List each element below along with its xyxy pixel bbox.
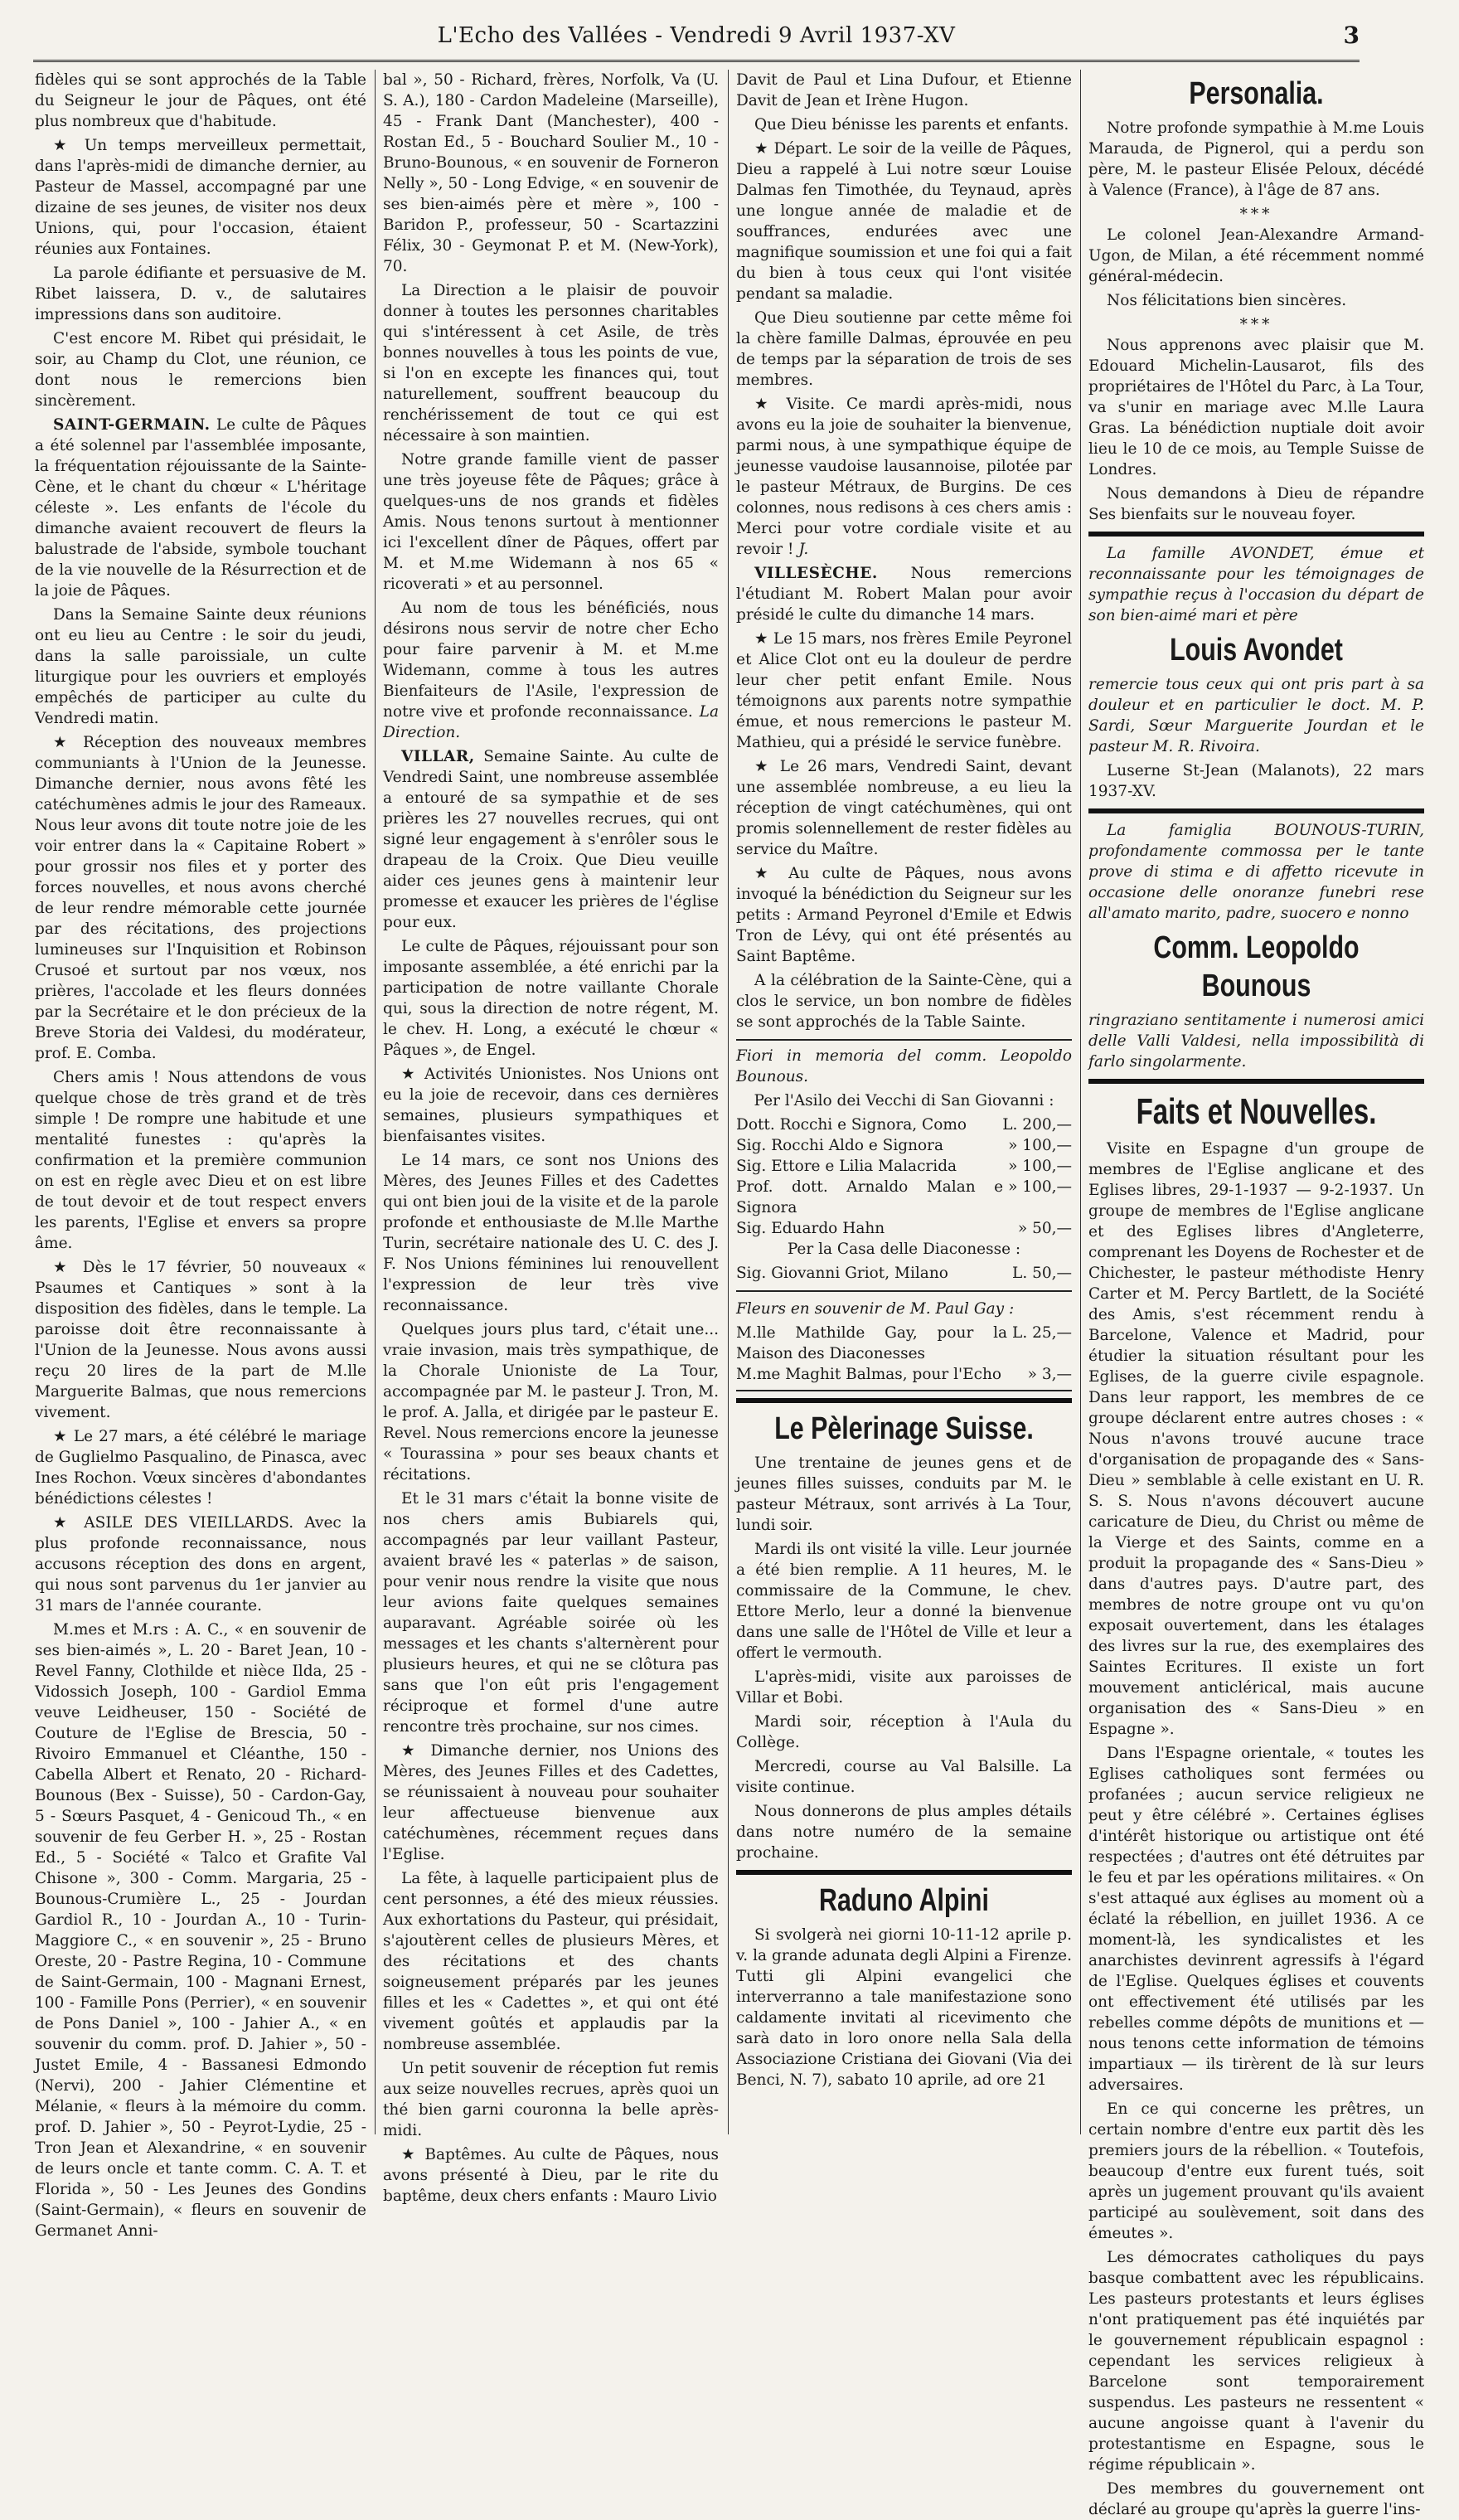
parish-heading: VILLAR,	[401, 748, 475, 765]
column-rule	[1080, 70, 1081, 2134]
section-title: Faits et Nouvelles.	[1136, 1091, 1377, 1132]
paragraph: Mardi soir, réception à l'Aula du Collège.	[736, 1713, 1072, 1751]
paragraph: Que Dieu soutienne par cette même foi la chère famille Dalmas, éprouvée en peu de temps par la séparation de trois de ses membres.	[736, 309, 1072, 389]
donor-amount: L. 50,—	[1012, 1265, 1072, 1282]
notice-text: ringraziano sentitamente i numerosi amici delle Valli Valdesi, nella impossibilità di farlo singolarmente.	[1088, 1012, 1424, 1071]
parish-heading: SAINT-GERMAIN.	[53, 416, 211, 434]
paragraph: Que Dieu bénisse les parents et enfants.	[754, 116, 1069, 134]
paragraph: ★ Baptêmes. Au culte de Pâques, nous avons présenté à Dieu, par le rite du baptême, deux chers enfants : Mauro Livio	[383, 2146, 719, 2205]
donor-amount: » 100,—	[1008, 1137, 1072, 1154]
paragraph: Si svolgerà nei giorni 10-11-12 aprile p. v. la grande adunata degli Alpini a Firenze. Tutti gli Alpini evangelici che interverranno a tale manifestazione sono caldamente invitati al ricevimento che sarà dato in loro onore nella Sala della Associazione Cristiana dei Giovani (Via dei Benci, N. 7), sabato 10 aprile, ad ore 21	[736, 1926, 1072, 2089]
donor-row	[736, 1177, 1072, 1218]
signature: La Direction.	[383, 703, 719, 741]
donor-row	[736, 1323, 1072, 1364]
divider	[1088, 1079, 1424, 1084]
paragraph: ★ Au culte de Pâques, nous avons invoqué la bénédiction du Seigneur sur les petits : Armand Peyronel d'Emile et Edwis Tron de Lévy, qui ont été présentés au Saint Baptême.	[736, 865, 1072, 965]
separator-stars: ***	[1239, 316, 1273, 333]
paragraph: ★ Le 26 mars, Vendredi Saint, devant une assemblée nombreuse, a eu lieu la réception de vingt catéchumènes, qui ont promis solennellement de rester fidèles au service du Maître.	[736, 758, 1072, 858]
donor-name: Dott. Rocchi e Signora, Como	[736, 1116, 967, 1134]
donations-heading: Fleurs en souvenir de M. Paul Gay :	[736, 1300, 1015, 1318]
paragraph: Mercredi, course au Val Balsille. La visite continue.	[736, 1758, 1072, 1796]
column-rule	[728, 70, 729, 2134]
paragraph: Une trentaine de jeunes gens et de jeunes filles suisses, conduits par M. le pasteur Métraux, sont arrivés à La Tour, lundi soir.	[736, 1454, 1072, 1534]
separator-stars: ***	[1239, 206, 1273, 223]
paragraph: Un petit souvenir de réception fut remis aux seize nouvelles recrues, après quoi un thé bien garni couronna la belle après-midi.	[383, 2060, 719, 2139]
donations-subheading: Per l'Asilo dei Vecchi di San Giovanni :	[754, 1092, 1054, 1109]
donor-row	[736, 1263, 1072, 1284]
paragraph: A la célébration de la Sainte-Cène, qui a clos le service, un bon nombre de fidèles se sont approchés de la Table Sainte.	[736, 972, 1072, 1031]
article-title: Raduno Alpini	[819, 1883, 989, 1918]
paragraph: Nos félicitations bien sincères.	[1107, 292, 1347, 309]
donor-amount: » 100,—	[1008, 1158, 1072, 1175]
parish-section	[35, 415, 366, 601]
page-number: 3	[1343, 22, 1360, 49]
paragraph: Les démocrates catholiques du pays basque combattent avec les républicains. Les pasteurs protestants et leurs églises n'ont pratiquement pas été inquiétés par le gouvernement républicain espagnol : cependant les services religieux à Barcelone sont temporairement suspendus. Les pasteurs ne ressentent « aucune angoisse quant à l'avenir du protestantisme en Espagne, sous le régime républicain ».	[1088, 2249, 1424, 2474]
donor-name: Sig. Eduardo Hahn	[736, 1220, 885, 1237]
paragraph: ★ Dimanche dernier, nos Unions des Mères, des Jeunes Filles et des Cadettes, se réunissaient à nouveau pour souhaiter leur affectueuse bienvenue aux catéchumènes, récemment reçues dans l'Eglise.	[383, 1742, 719, 1863]
donor-amount: » 3,—	[1027, 1366, 1072, 1383]
column-2	[383, 70, 719, 2205]
donor-amount: » 50,—	[1017, 1220, 1072, 1237]
donor-name: Sig. Ettore e Lilia Malacrida	[736, 1158, 957, 1175]
article-title: Le Pèlerinage Suisse.	[774, 1411, 1034, 1446]
paragraph: ★ Un temps merveilleux permettait, dans l'après-midi de dimanche dernier, au Pasteur de Massel, accompagné par une dizaine de ses jeunes, de visiter nos deux Unions, qui, pour l'occasion, étaient réunies aux Fontaines.	[35, 137, 366, 258]
paragraph: En ce qui concerne les prêtres, un certain nombre d'entre eux partit dès les premiers jours de la rébellion. « Toutefois, beaucoup d'entre eux furent tués, soit après un jugement prouvant qu'ils avaient participé au soulèvement, soit dans des émeutes ».	[1088, 2100, 1424, 2242]
paragraph	[736, 394, 1072, 560]
paragraph: Nous apprenons avec plaisir que M. Edouard Michelin-Lausarot, fils des propriétaires de l'Hôtel du Parc, à La Tour, va s'unir en mariage avec M.lle Laura Gras. La bénédiction nuptiale doit avoir lieu le 10 de ce mois, au Temple Suisse de Londres.	[1088, 337, 1424, 478]
donor-list: bal », 50 - Richard, frères, Norfolk, Va (U. S. A.), 180 - Cardon Madeleine (Marseille), 45 - Frank Dant (Manchester), 400 - Rostan Ed., 5 - Bouchard Soulier M., 10 - Bruno-Bounous, « en souvenir de Forneron Nelly », 50 - Long Edvige, « en souvenir de ses bien-aimés père et mère », 100 - Baridon P., professeur, 50 - Scartazzini Félix, 30 - Geymonat P. et M. (New-York), 70.	[383, 71, 719, 275]
paragraph: La Direction a le plaisir de pouvoir donner à toutes les personnes charitables qui s'intéressent à cet Asile, de très bonnes nouvelles à tous les points de vue, si l'on en excepte les finances qui, tout naturellement, souffrent beaucoup du renchérissement de tout ce qui est nécessaire à son maintien.	[383, 282, 719, 444]
header-title: L'Echo des Vallées - Vendredi 9 Avril 1937-XV	[437, 23, 956, 48]
divider	[736, 1398, 1072, 1403]
donor-row	[736, 1218, 1072, 1239]
paragraph: Nous donnerons de plus amples détails dans notre numéro de la semaine prochaine.	[736, 1803, 1072, 1862]
paragraph: ★ Activités Unionistes. Nos Unions ont eu la joie de recevoir, dans ces dernières semaines, plusieurs sympathiques et bienfaisantes visites.	[383, 1066, 719, 1145]
paragraph: Le culte de Pâques, réjouissant pour son imposante assemblée, a été enrichi par la participation de notre vaillante Chorale qui, sous la direction de notre régent, M. le chev. H. Long, a exécuté le chœur « Pâques », de Engel.	[383, 938, 719, 1059]
paragraph: C'est encore M. Ribet qui présidait, le soir, au Champ du Clot, une réunion, ce dont nous le remercions bien sincèrement.	[35, 330, 366, 410]
paragraph: Chers amis ! Nous attendons de vous quelque chose de très grand et de très simple ! De rompre une habitude et une mentalité funestes : qu'après la confirmation et la première communion on est en règle avec Dieu et on est libre de tout devoir et de tout respect envers les parents, l'Eglise et envers sa propre âme.	[35, 1069, 366, 1252]
divider	[736, 1290, 1072, 1292]
notice-intro: La famille AVONDET, émue et reconnaissante pour les témoignages de sympathie reçus à l'occasion du départ de son bien-aimé mari et père	[1088, 545, 1424, 624]
donor-row	[736, 1135, 1072, 1156]
donations-subheading: Per la Casa delle Diaconesse :	[787, 1241, 1021, 1258]
paragraph: Le colonel Jean-Alexandre Armand-Ugon, de Milan, a été récemment nommé général-médecin.	[1088, 226, 1424, 285]
paragraph	[383, 598, 719, 743]
divider	[736, 1870, 1072, 1875]
divider	[1088, 808, 1424, 813]
donor-row	[736, 1156, 1072, 1177]
column-rule	[375, 70, 376, 2134]
donor-row	[736, 1364, 1072, 1385]
paragraph: ★ Le 27 mars, a été célébré le mariage de Guglielmo Pasqualino, de Pinasca, avec Ines Rochon. Vœux sincères d'abondantes bénédictions célestes !	[35, 1428, 366, 1508]
paragraph: La parole édifiante et persuasive de M. Ribet laissera, D. v., de salutaires impressions dans son auditoire.	[35, 265, 366, 323]
paragraph: Dans l'Espagne orientale, « toutes les Eglises catholiques sont fermées ou profanées ; aucun service religieux ne peut y être célébré ». Certaines églises d'intérêt historique ou artistique ont été respectées ; d'autres ont été détruites par le feu et par les opérations militaires. « On s'est attaqué aux églises au moment où a éclaté la rébellion, en juillet 1936. A ce moment-là, les syndicalistes et les anarchistes devinrent agressifs à l'égard de l'Eglise. Quelques églises et couvents ont effectivement été utilisés par les rebelles comme dépôts de munitions et — nous tenons cette information de témoins impartiaux — ils tirèrent de là sur leurs adversaires.	[1088, 1745, 1424, 2094]
paragraph: Mardi ils ont visité la ville. Leur journée a été bien remplie. A 11 heures, M. le commissaire de la Commune, le chev. Ettore Merlo, leur a donné la bienvenue dans une salle de l'Hôtel de Ville et leur a offert le vermouth.	[736, 1541, 1072, 1662]
parish-text: Semaine Sainte. Au culte de Vendredi Saint, une nombreuse assemblée a entouré de sa sympathie et de ses prières les 27 nouvelles recrues, qui ont signé leur engagement à s'enrôler sous le drapeau de la Croix. Que Dieu veuille aider ces jeunes gens à maintenir leur promesse et exaucer les prières de l'église pour eux.	[383, 748, 719, 931]
donor-name: Sig. Giovanni Griot, Milano	[736, 1265, 948, 1282]
paragraph: L'après-midi, visite aux paroisses de Villar et Bobi.	[736, 1668, 1072, 1707]
donations-box	[736, 1039, 1072, 1391]
parish-section	[383, 746, 719, 933]
donor-amount: » 100,—	[1008, 1178, 1072, 1196]
paragraph: Notre grande famille vient de passer une très joyeuse fête de Pâques; grâce à quelques-uns de nos grands et fidèles Amis. Nous tenons surtout à mentionner ici l'excellent dîner de Pâques, offert par M. et M.me Widemann à nos 65 « ricoverati » et au personnel.	[383, 451, 719, 593]
paragraph: Dans la Semaine Sainte deux réunions ont eu lieu au Centre : le soir du jeudi, dans la salle paroissiale, un culte liturgique pour les ouvriers et employés empêchés de participer au culte du Vendredi matin.	[35, 606, 366, 727]
paragraph: ★ ASILE DES VIEILLARDS. Avec la plus profonde reconnaissance, nous accusons réception des dons en argent, qui nous sont parvenus du 1er janvier au 31 mars de l'année courante.	[35, 1514, 366, 1614]
column-1	[35, 70, 366, 2240]
paragraph: Nous demandons à Dieu de répandre Ses bienfaits sur le nouveau foyer.	[1088, 485, 1424, 523]
donor-name: Prof. dott. Arnaldo Malan e Signora	[736, 1178, 1004, 1216]
donor-table	[736, 1263, 1072, 1284]
parish-text: Le culte de Pâques a été solennel par l'assemblée imposante, la fréquentation réjouissante de la Sainte-Cène, et le chant du chœur « L'héritage céleste ». Les enfants de l'école du dimanche avaient recouvert de fleurs la balustrade de l'abside, symbole touchant de la vie nouvelle de la Résurrection et de la joie de Pâques.	[35, 416, 366, 600]
notice-intro: La famiglia BOUNOUS-TURIN, profondamente commossa per le tante prove di stima e di affetto ricevute in occasione delle onoranze funebri rese all'amato marito, padre, suocero e nonno	[1088, 822, 1424, 922]
paragraph: ★ Départ. Le soir de la veille de Pâques, Dieu a rappelé à Lui notre sœur Louise Dalmas fen Timothée, du Teynaud, après une longue année de maladie et de souffrances, endurées avec une magnifique soumission et une foi qui a fait du bien à tous ceux qui l'ont visitée pendant sa maladie.	[736, 140, 1072, 303]
signature: J.	[798, 541, 809, 558]
donor-table	[736, 1323, 1072, 1385]
column-3	[736, 70, 1072, 2134]
paragraph: Le 14 mars, ce sont nos Unions des Mères, des Jeunes Filles et des Cadettes qui ont bien joui de la visite et de la parole profonde et enthousiaste de M.lle Marthe Turin, secrétaire nationale des U. C. des J. F. Nos Unions féminines lui renouvellent l'expression de leur très vive reconnaissance.	[383, 1152, 719, 1314]
paragraph-text: Au nom de tous les bénéficiés, nous désirons nous servir de notre cher Echo pour faire parvenir à M. et M.me Widemann, comme à tous les autres Bienfaiteurs de l'Asile, l'expression de notre vive et profonde reconnaissance.	[383, 600, 719, 721]
paragraph-text: ★ Visite. Ce mardi après-midi, nous avons eu la joie de souhaiter la bienvenue, parmi nous, à une sympathique équipe de jeunesse vaudoise lausannoise, pilotée par le pasteur Métraux, de Burgins. De ces colonnes, nous redisons à ces chers amis : Merci pour votre cordiale visite et au revoir !	[736, 396, 1072, 558]
paragraph: ★ Dès le 17 février, 50 nouveaux « Psaumes et Cantiques » sont à la disposition des fidèles, dans le temple. La paroisse doit être reconnaissante à l'Union de la Jeunesse. Nous avons aussi reçu 20 lires de la part de M.lle Marguerite Balmas, que nous remercions vivement.	[35, 1259, 366, 1421]
parish-heading: VILLESÈCHE.	[754, 565, 878, 582]
page-header	[33, 17, 1360, 62]
donations-heading: Fiori in memoria del comm. Leopoldo Bounous.	[736, 1047, 1072, 1085]
donor-amount: L. 25,—	[1012, 1324, 1072, 1342]
donor-list: M.mes et M.rs : A. C., « en souvenir de ses bien-aimés », L. 20 - Baret Jean, 10 - Revel Fanny, Clothilde et nièce Ilda, 25 - Vidossich Joseph, 100 - Gardiol Emma veuve Leidheuser, 150 - Société de Couture de l'Eglise de Brescia, 50 - Rivoiro Emmanuel et Cléanthe, 150 - Cabella Albert et Renato, 20 - Richard-Bounous (Bex - Suisse), 50 - Cardon-Gay, 5 - Sœurs Pasquet, 4 - Genicoud Th., « en souvenir de feu Gerber H. », 25 - Rostan Ed., 5 - Société « Talco et Grafite Val Chisone », 300 - Comm. Margaria, 25 - Bounous-Crumière L., 25 - Jourdan Gardiol R., 10 - Jourdan A., 10 - Turin-Maggiore C., « en souvenir », 25 - Bruno Oreste, 20 - Pastre Regina, 10 - Commune de Saint-Germain, 100 - Magnani Ernest, 100 - Famille Pons (Perrier), « en souvenir de Pons Daniel », 100 - Jahier A., « en souvenir du comm. prof. D. Jahier », 50 - Justet Emile, 4 - Bassanesi Edmondo (Nervi), 200 - Jahier Clémentine et Mélanie, « fleurs à la mémoire du comm. prof. D. Jahier », 50 - Peyrot-Lydie, 25 - Tron Jean et Alexandrine, « en souvenir de leurs oncle et tante comm. C. A. T. et Florida », 50 - Les Jeunes des Gondins (Saint-Germain), « fleurs en souvenir de Germanet Anni-	[35, 1621, 366, 2240]
column-4	[1088, 70, 1424, 2518]
notice-name: Louis Avondet	[1170, 633, 1343, 668]
donor-amount: L. 200,—	[1002, 1116, 1072, 1134]
donor-name: Sig. Rocchi Aldo e Signora	[736, 1137, 944, 1154]
parish-text: Nous remercions l'étudiant M. Robert Malan pour avoir présidé le culte du dimanche 14 mars.	[736, 565, 1072, 624]
paragraph: Des membres du gouvernement ont déclaré au groupe qu'après la guerre l'ins-	[1088, 2480, 1424, 2518]
section-title: Personalia.	[1189, 76, 1324, 111]
notice-place: Luserne St-Jean (Malanots), 22 mars 1937-XV.	[1088, 762, 1424, 800]
notice-name: Comm. Leopoldo Bounous	[1153, 930, 1360, 1003]
donor-table	[736, 1114, 1072, 1239]
paragraph: fidèles qui se sont approchés de la Table du Seigneur le jour de Pâques, ont été plus nombreux que d'habitude.	[35, 71, 366, 130]
paragraph: Visite en Espagne d'un groupe de membres de l'Eglise anglicane et des Eglises libres, 29-1-1937 — 9-2-1937. Un groupe de membres de l'Eglise anglicane et des Eglises libres d'Angleterre, comprenant les Doyens de Rochester et de Chichester, le pasteur méthodiste Henry Carter et M. Percy Bartlett, de la Société des Amis, s'est récemment rendu à Barcelone, Valence et Madrid, pour étudier la situation résultant pour les Eglises, de la guerre civile espagnole. Dans leur rapport, les membres de ce groupe déclarent entre autres choses : « Nous n'avons trouvé aucune trace d'organisation de propagande des « Sans-Dieu » semblable à celle existant en U. R. S. S. Nous n'avons découvert aucune caricature de Dieu, du Christ ou même de la Vierge et des Saints, comme en a produit la propagande des « Sans-Dieu » dans d'autres pays. D'autre part, des membres de notre groupe ont vu qu'on exposait ouvertement, dans les étalages des livres sur la rue, des exemplaires des Saintes Ecritures. Il existe un fort mouvement anticlérical, mais aucune organisation des « Sans-Dieu » en Espagne ».	[1088, 1140, 1424, 1738]
paragraph: Notre profonde sympathie à M.me Louis Marauda, de Pignerol, qui a perdu son père, M. le pasteur Elisée Peloux, décédé à Valence (France), à l'âge de 87 ans.	[1088, 119, 1424, 199]
paragraph: La fête, à laquelle participaient plus de cent personnes, a été des mieux réussies. Aux exhortations du Pasteur, qui présidait, s'ajoutèrent celles de plusieurs Mères, et des récitations et des chants soigneusement préparés par les jeunes filles et les « Cadettes », et qui ont été vivement goûtés et applaudis par la nombreuse assemblée.	[383, 1870, 719, 2053]
donor-name: M.lle Mathilde Gay, pour la Maison des Diaconesses	[736, 1324, 1008, 1362]
paragraph: Quelques jours plus tard, c'était une... vraie invasion, mais très sympathique, de la Chorale Unioniste de La Tour, accompagnée par M. le pasteur J. Tron, M. le prof. A. Jalla, et dirigée par le pasteur E. Revel. Nous remercions encore la jeunesse « Tourassina » pour ses beaux chants et récitations.	[383, 1321, 719, 1483]
paragraph: ★ Le 15 mars, nos frères Emile Peyronel et Alice Clot ont eu la douleur de perdre leur cher petit enfant Emile. Nous témoignons aux parents notre sympathie émue, et nous remercions le pasteur M. Mathieu, qui a présidé le service funèbre.	[736, 630, 1072, 751]
paragraph: ★ Réception des nouveaux membres communiants à l'Union de la Jeunesse. Dimanche dernier, nous avons fêté les catéchumènes admis le jour des Rameaux. Nous leur avons dit toute notre joie de les voir entrer dans la « Capitaine Robert » pour grossir nos files et y porter des forces nouvelles, et nous avons cherché de leur rendre mémorable cette journée par des récitations, des projections lumineuses sur l'Inquisition et Robinson Crusoé et surtout par nos vœux, nos prières, l'accolade et les fleurs données par la Secrétaire et le don précieux de la Breve Storia dei Valdesi, du modérateur, prof. E. Comba.	[35, 734, 366, 1062]
parish-section	[736, 563, 1072, 625]
divider	[1088, 532, 1424, 537]
donor-row	[736, 1114, 1072, 1135]
paragraph: Et le 31 mars c'était la bonne visite de nos chers amis Bubiarels qui, accompagnés par leur vaillant Pasteur, avaient bravé les « paterlas » de saison, pour venir nous rendre la visite que nous leur avions faite quelques semaines auparavant. Agréable soirée où les messages et les chants s'alternèrent pour plusieurs heures, et qui ne se clôtura pas sans que l'on eût pris l'engagement réciproque et formel d'une autre rencontre très prochaine, sur nos cimes.	[383, 1490, 719, 1736]
notice-text: remercie tous ceux qui ont pris part à sa douleur et en particulier le doct. M. P. Sardi, Sœur Marguerite Jourdan et le pasteur M. R. Rivoira.	[1088, 676, 1424, 755]
paragraph: Davit de Paul et Lina Dufour, et Etienne Davit de Jean et Irène Hugon.	[736, 71, 1072, 109]
donor-name: M.me Maghit Balmas, pour l'Echo	[736, 1366, 1002, 1383]
